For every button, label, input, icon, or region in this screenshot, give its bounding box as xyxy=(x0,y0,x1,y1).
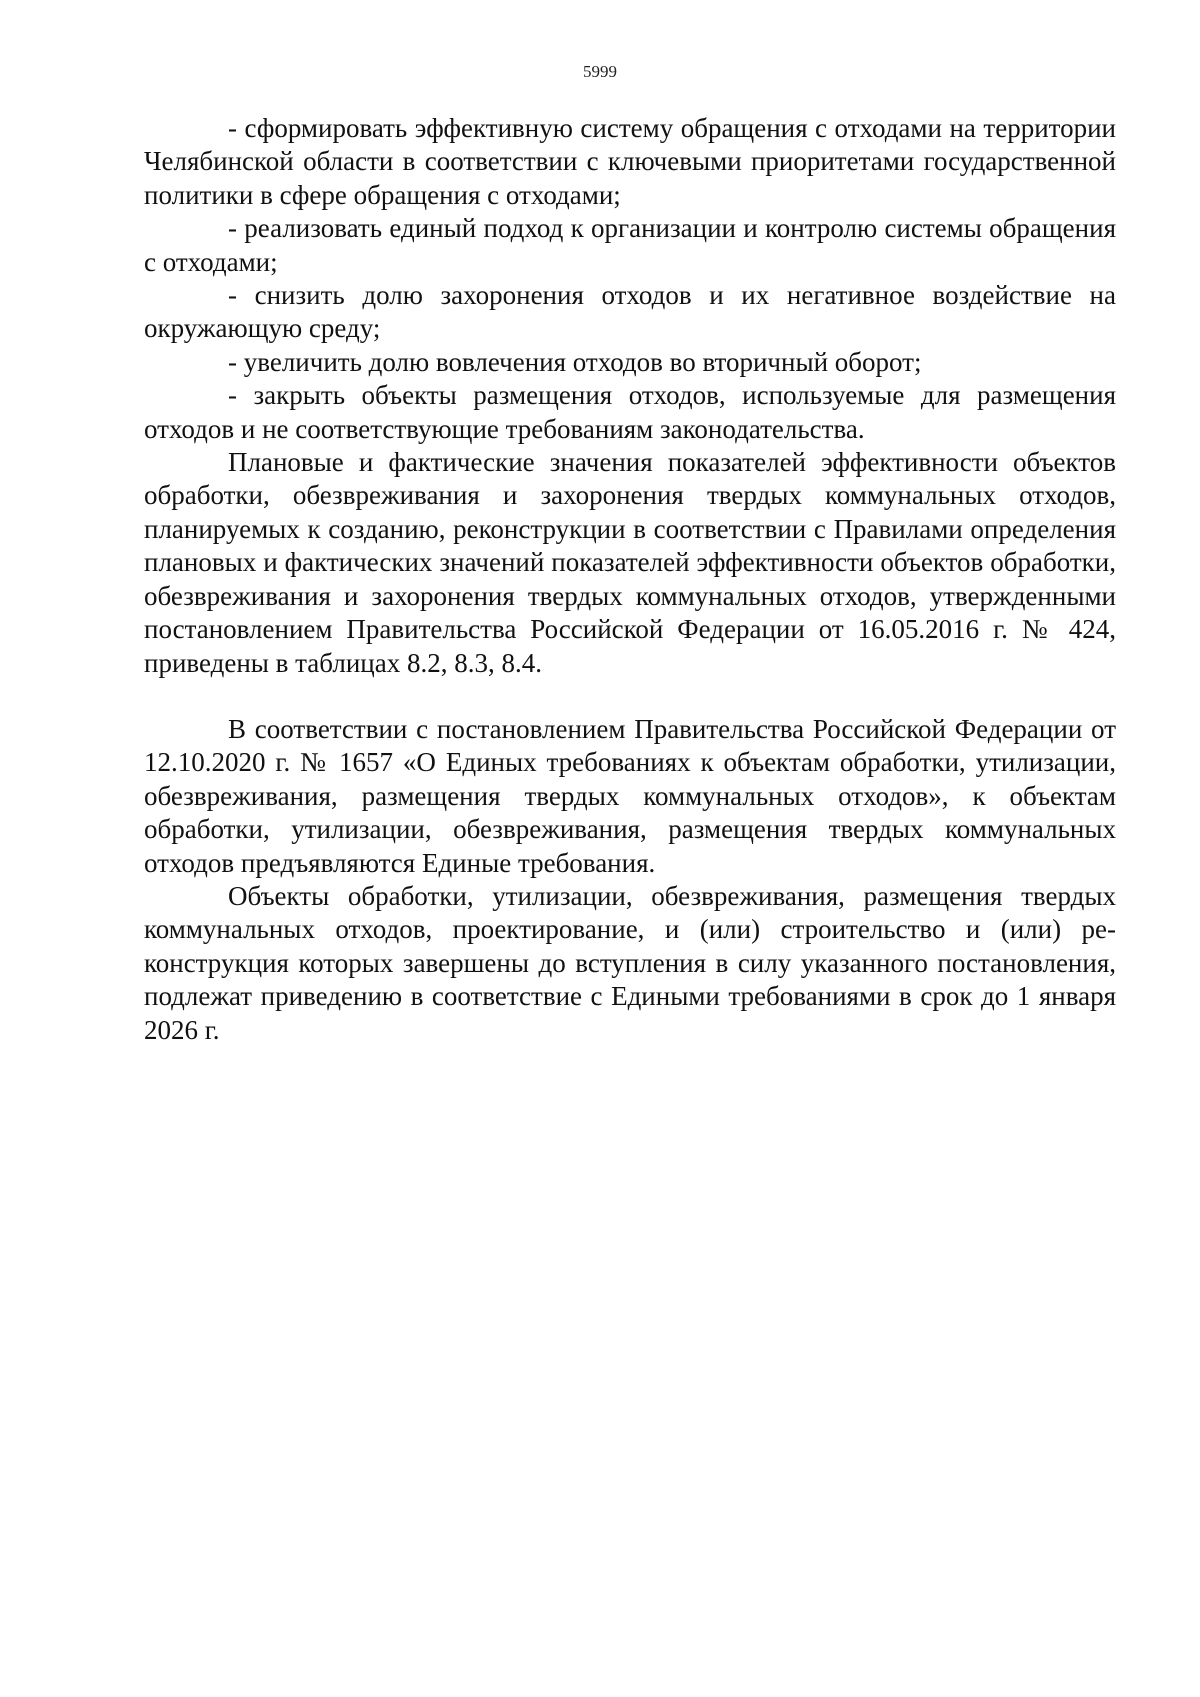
document-body xyxy=(144,112,1116,1047)
paragraph-spacer xyxy=(144,680,1116,713)
paragraph-compliance-deadline: Объекты обработки, утилизации, обезвреживания, размещения твердых коммунальных отходов, проектирование, и (или) строительство и (или) реконструкция которых завершены до вступления в силу указанного постановления, подлежат приведению в соответствие с Едиными требованиями в срок до 1 января 2026 г. xyxy=(144,880,1116,1045)
bullet-paragraph-form-system: - сформировать эффективную систему обращения с отходами на территории Челябинской области в соответствии с ключевыми приоритетами государственной политики в сфере обращения с отходами; xyxy=(144,113,1116,210)
bullet-paragraph-increase-recycling: - увеличить долю вовлечения отходов во вторичный оборот; xyxy=(228,346,922,377)
bullet-paragraph-close-sites: - закрыть объекты размещения отходов, используемые для размещения отходов и не соответствующие требованиям законодательства. xyxy=(144,380,1116,444)
bullet-paragraph-reduce-burial: - снизить долю захоронения отходов и их негативное воздействие на окружающую среду; xyxy=(144,280,1116,344)
paragraph-planned-indicators: Плановые и фактические значения показателей эффективности объектов обработки, обезвреживания и захоронения твердых коммунальных отходов, планируемых к созданию, реконструкции в соответствии с Правилами определения плановых и фактических значений показателей эффективности объектов обработки, обезвреживания и захоронения твердых коммунальных отходов, утвержденными постановлением Правительства Российской Федерации от 16.05.2016 г. № 424, приведены в таблицах 8.2, 8.3, 8.4. xyxy=(144,447,1116,678)
bullet-paragraph-unified-approach: - реализовать единый подход к организации и контролю системы обращения с отходами; xyxy=(144,213,1116,277)
page-number: 5999 xyxy=(583,62,617,81)
paragraph-unified-requirements: В соответствии с постановлением Правительства Российской Федерации от 12.10.2020 г. № 1657 «О Единых требованиях к объектам обработки, утилизации, обезвреживания, размещения твердых коммунальных отходов», к объектам обработки, утилизации, обезвреживания, размещения твердых коммунальных отходов предъявляются Единые требования. xyxy=(144,713,1116,878)
